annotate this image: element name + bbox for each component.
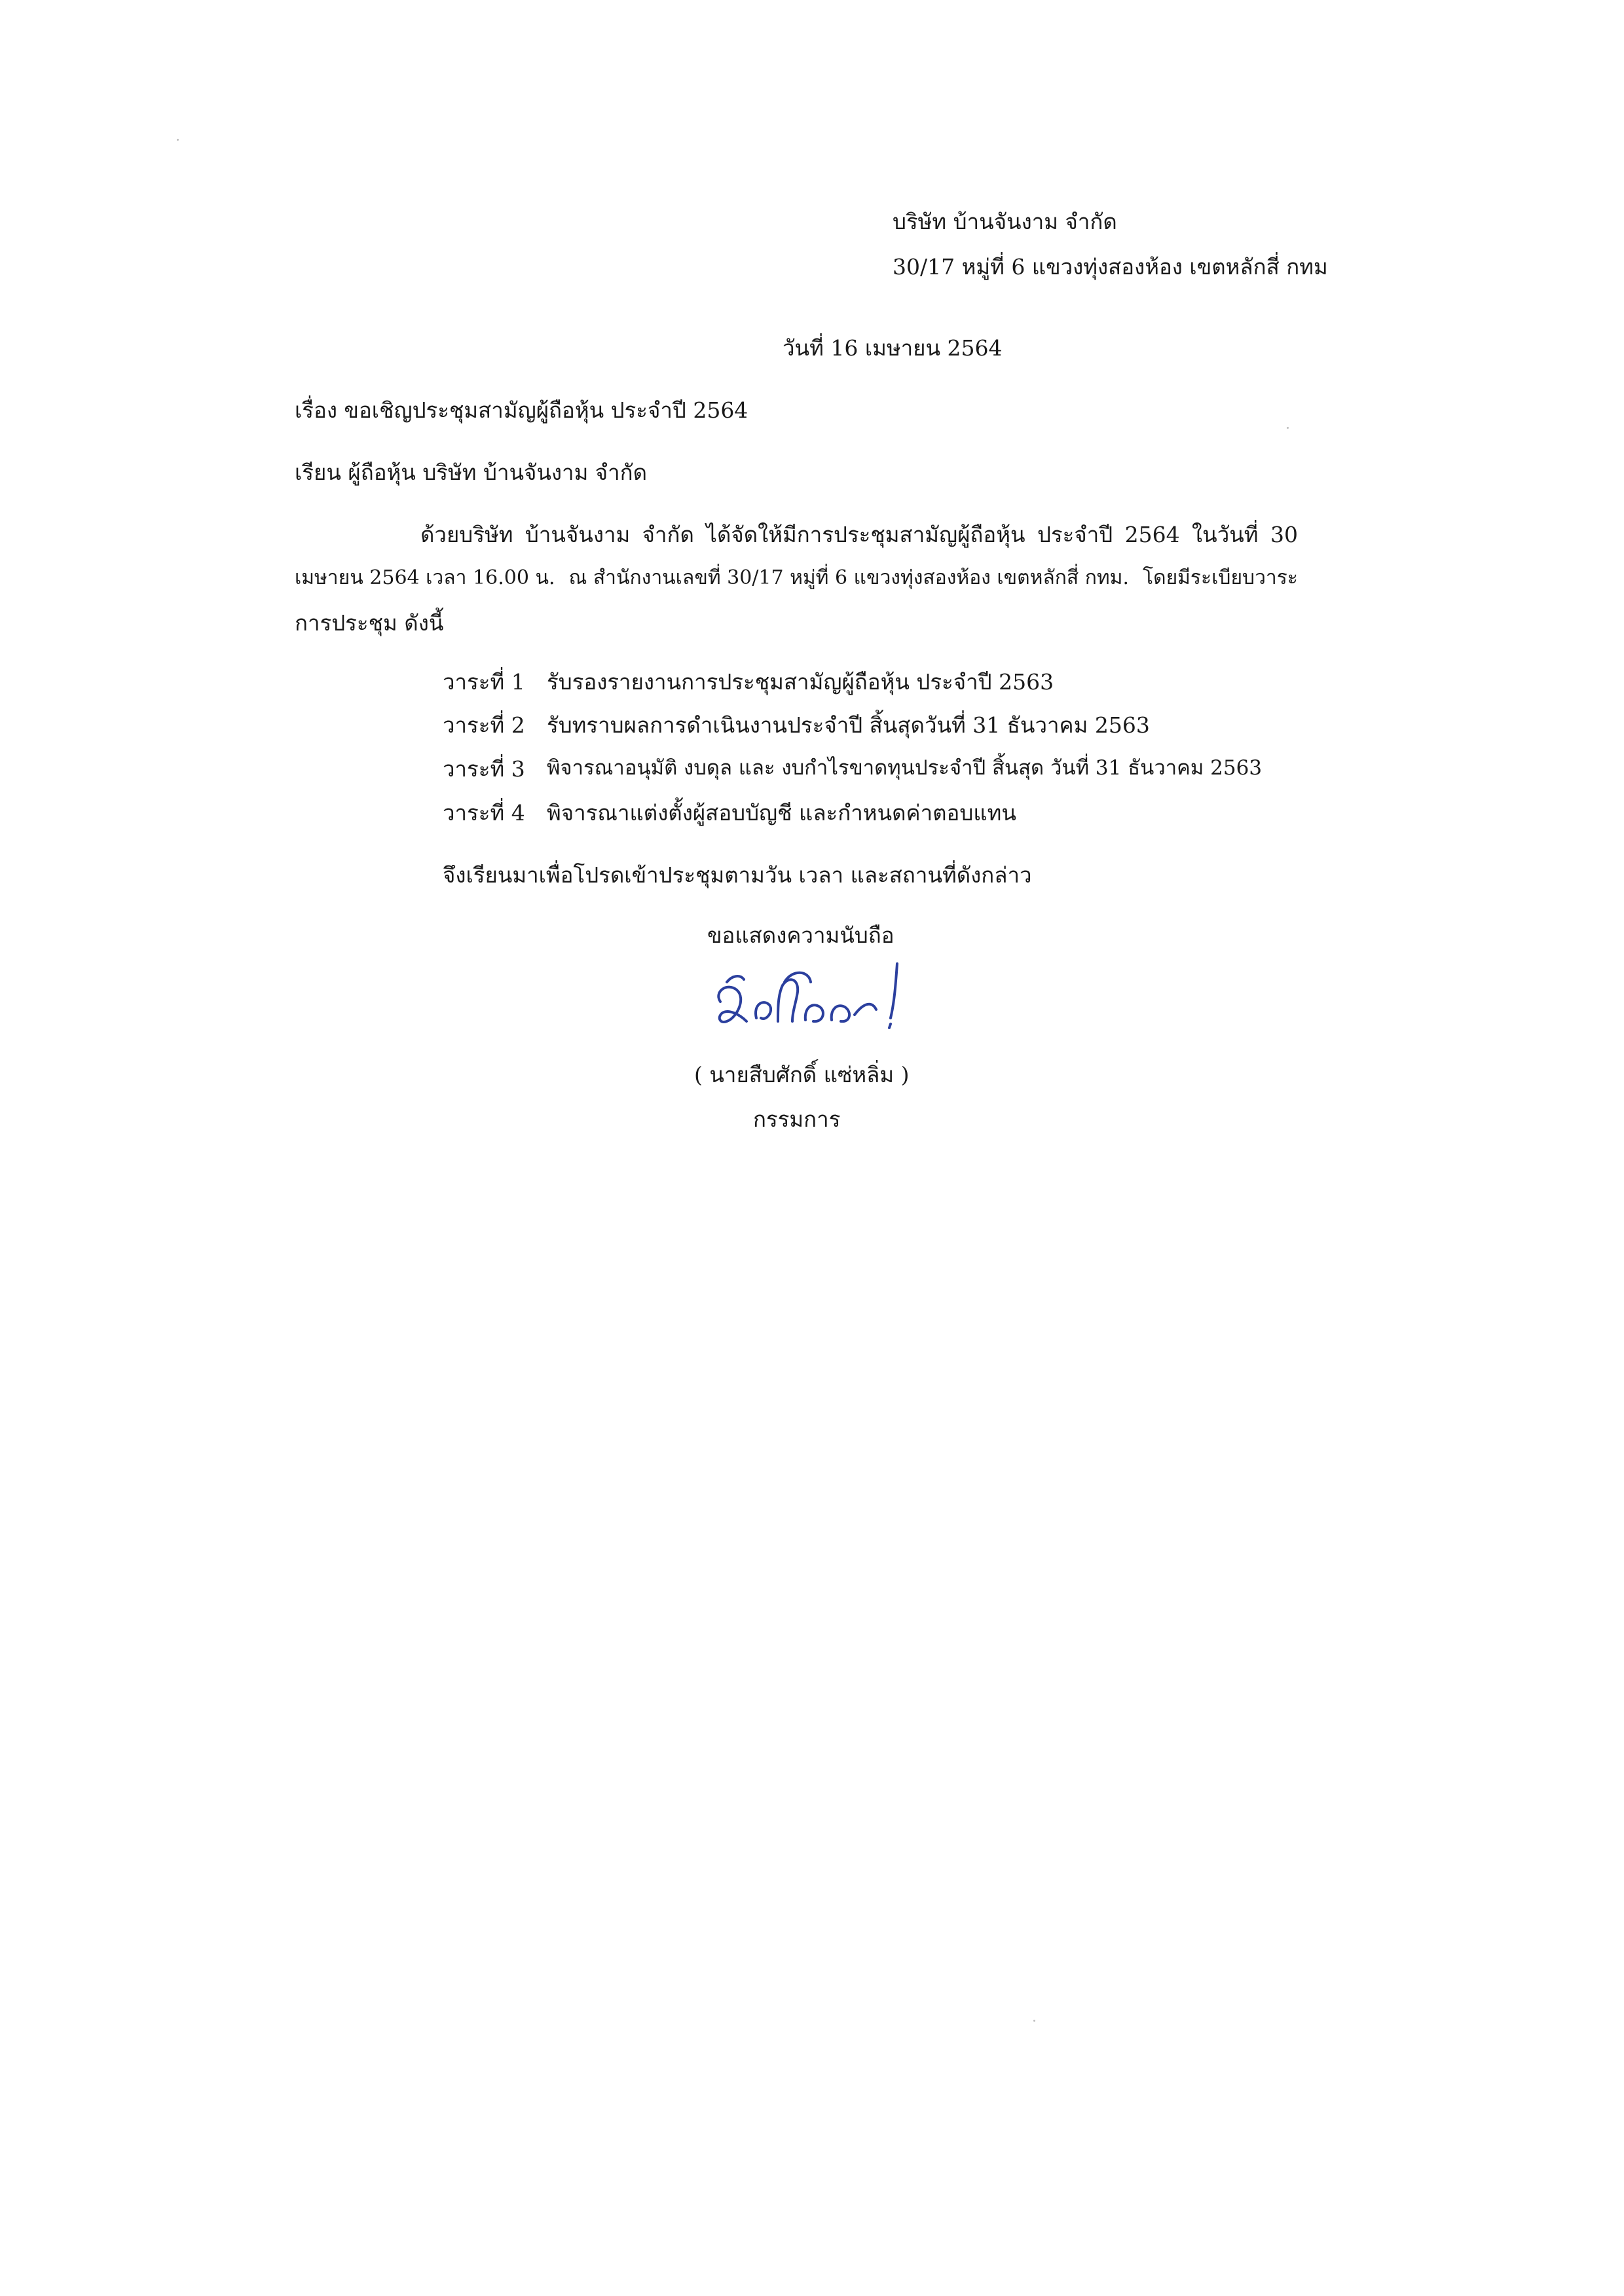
subject-line: เรื่อง ขอเชิญประชุมสามัญผู้ถือหุ้น ประจำปี 2564	[295, 397, 748, 423]
body-word: ในวันที่	[1192, 522, 1259, 547]
agenda-text: พิจารณาอนุมัติ งบดุล และ งบกำไรขาดทุนประจำปี สิ้นสุด วันที่ 31 ธันวาคม 2563	[547, 756, 1263, 780]
body-word: โดยมีระเบียบวาระ	[1142, 566, 1298, 589]
agenda-label: วาระที่ 4	[443, 800, 525, 826]
signer-name: ( นายสืบศักดิ์ แซ่หลิ่ม )	[694, 1062, 910, 1087]
agenda-label: วาระที่ 3	[443, 756, 525, 782]
closing-line: จึงเรียนมาเพื่อโปรดเข้าประชุมตามวัน เวลา และสถานที่ดังกล่าว	[443, 862, 1032, 888]
body-word: 2564	[1124, 522, 1180, 547]
regards-text: ขอแสดงความนับถือ	[707, 922, 895, 948]
body-word: ประจำปี	[1037, 522, 1113, 547]
body-word: จำกัด	[642, 522, 694, 547]
body-line-1	[420, 524, 1298, 545]
letter-date: วันที่ 16 เมษายน 2564	[783, 335, 1003, 361]
body-word: บ้านจันงาม	[525, 522, 631, 547]
agenda-label: วาระที่ 1	[443, 669, 525, 695]
scan-speck	[177, 139, 179, 141]
scan-speck	[1033, 2020, 1035, 2022]
handwritten-signature	[701, 956, 936, 1041]
company-address: 30/17 หมู่ที่ 6 แขวงทุ่งสองห้อง เขตหลักสี่ กทม	[893, 254, 1328, 280]
agenda-text: รับรองรายงานการประชุมสามัญผู้ถือหุ้น ประจำปี 2563	[547, 669, 1054, 695]
body-word: ด้วยบริษัท	[420, 522, 513, 547]
agenda-text: พิจารณาแต่งตั้งผู้สอบบัญชี และกำหนดค่าตอบแทน	[547, 800, 1016, 826]
body-word: เมษายน 2564 เวลา 16.00 น.	[295, 566, 555, 589]
scan-speck	[1287, 427, 1289, 429]
company-name: บริษัท บ้านจันงาม จำกัด	[893, 209, 1117, 234]
agenda-label: วาระที่ 2	[443, 712, 525, 738]
body-word: ได้จัดให้มีการประชุมสามัญผู้ถือหุ้น	[706, 522, 1025, 547]
body-word: 30	[1270, 522, 1298, 547]
recipient-line: เรียน ผู้ถือหุ้น บริษัท บ้านจันงาม จำกัด	[295, 460, 648, 485]
body-line-3: การประชุม ดังนี้	[295, 610, 444, 636]
signer-title: กรรมการ	[753, 1106, 841, 1132]
agenda-text: รับทราบผลการดำเนินงานประจำปี สิ้นสุดวันที่ 31 ธันวาคม 2563	[547, 712, 1150, 738]
body-line-2	[295, 568, 1298, 588]
body-word: ณ สำนักงานเลขที่ 30/17 หมู่ที่ 6 แขวงทุ่งสองห้อง เขตหลักสี่ กทม.	[568, 566, 1129, 589]
